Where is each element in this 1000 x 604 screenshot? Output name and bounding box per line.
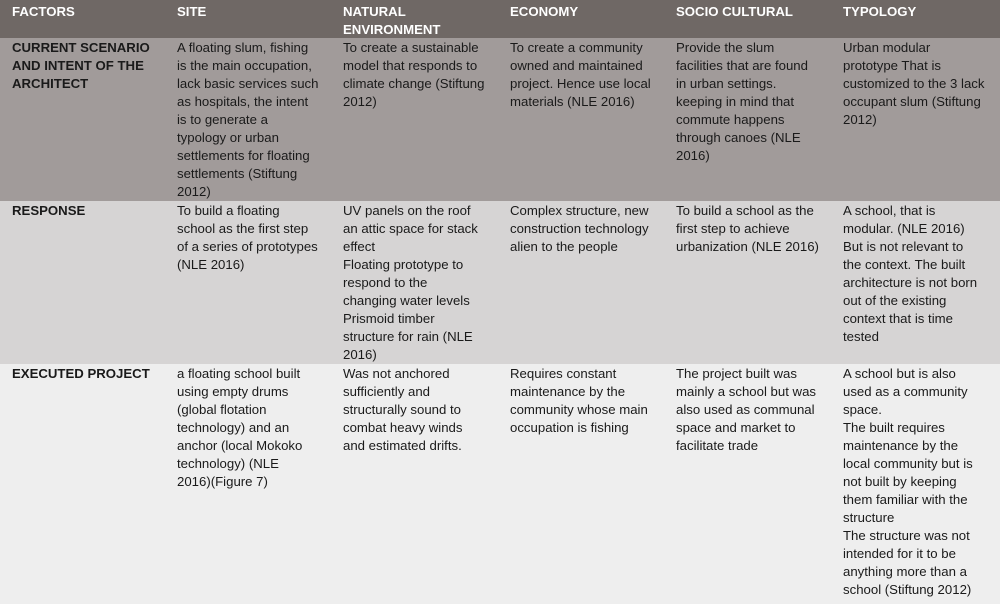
table-header-row	[0, 0, 1000, 38]
cell-economy: To create a community owned and maintained project. Hence use local materials (NLE 2016)	[510, 40, 651, 109]
table-row	[0, 364, 1000, 604]
header-natural-environment: NATURAL ENVIRONMENT	[343, 4, 441, 37]
cell-natural-environment: Was not anchored sufficiently and structurally sound to combat heavy winds and estimated drifts.	[343, 366, 463, 453]
cell-socio-cultural: To build a school as the first step to achieve urbanization (NLE 2016)	[676, 203, 819, 254]
cell-site: To build a floating school as the first step of a series of prototypes (NLE 2016)	[177, 203, 318, 272]
cell-site: A floating slum, fishing is the main occupation, lack basic services such as hospitals, the intent is to generate a typology or urban settlements for floating settlements (Stiftung 2012)	[177, 40, 319, 199]
header-site: SITE	[177, 4, 207, 19]
header-typology: TYPOLOGY	[843, 4, 917, 19]
row-label: EXECUTED PROJECT	[12, 366, 150, 381]
cell-site: a floating school built using empty drums (global flotation technology) and an anchor (local Mokoko technology) (NLE 2016)(Figure 7)	[177, 366, 303, 489]
cell-economy: Requires constant maintenance by the community whose main occupation is fishing	[510, 366, 648, 435]
header-economy: ECONOMY	[510, 4, 579, 19]
cell-natural-environment: UV panels on the roof an attic space for stack effect Floating prototype to respond to the changing water levels Prismoid timber structure for rain (NLE 2016)	[343, 203, 478, 362]
cell-typology: A school but is also used as a community space. The built requires maintenance by the local community but is not built by keeping them familiar with the structure The structure was not intended for it to be anything more than a school (Stiftung 2012)	[843, 366, 973, 597]
header-socio-cultural: SOCIO CULTURAL	[676, 4, 793, 19]
row-label: CURRENT SCENARIO AND INTENT OF THE ARCHITECT	[12, 40, 150, 91]
cell-socio-cultural: Provide the slum facilities that are found in urban settings. keeping in mind that commute happens through canoes (NLE 2016)	[676, 40, 808, 163]
row-label: RESPONSE	[12, 203, 86, 218]
cell-economy: Complex structure, new construction technology alien to the people	[510, 203, 649, 254]
cell-typology: Urban modular prototype That is customized to the 3 lack occupant slum (Stiftung 2012)	[843, 40, 985, 127]
cell-typology: A school, that is modular. (NLE 2016) But is not relevant to the context. The built architecture is not born out of the existing context that is time tested	[843, 203, 978, 344]
table-row	[0, 38, 1000, 201]
cell-natural-environment: To create a sustainable model that responds to climate change (Stiftung 2012)	[343, 40, 485, 109]
cell-socio-cultural: The project built was mainly a school but was also used as communal space and market to facilitate trade	[676, 366, 817, 453]
table-row	[0, 201, 1000, 364]
header-factors: FACTORS	[12, 4, 75, 19]
